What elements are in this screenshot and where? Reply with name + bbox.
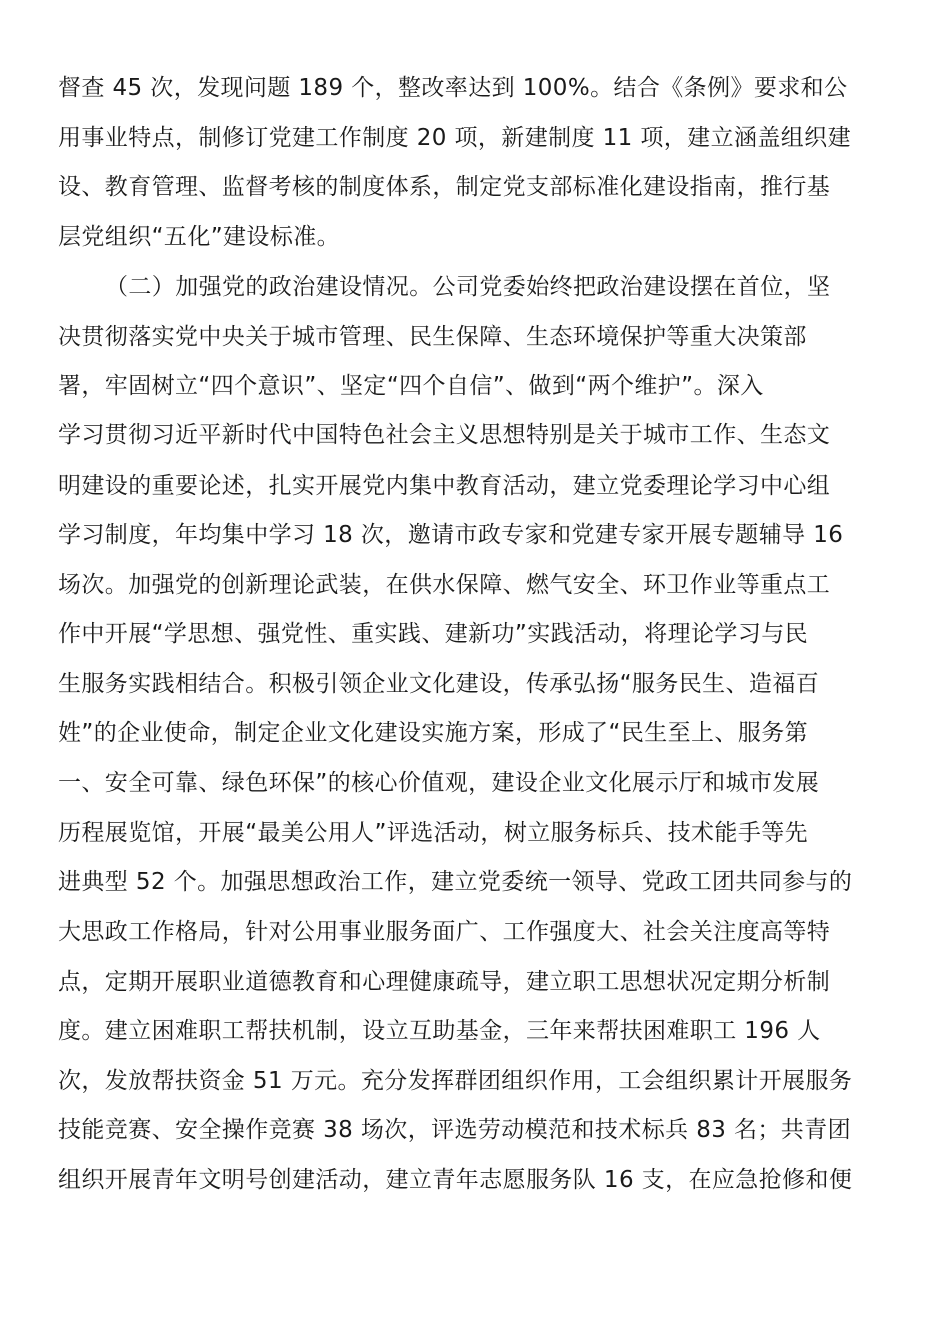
text-line: 作中开展“学思想、强党性、重实践、建新功”实践活动，将理论学习与民: [58, 621, 809, 647]
text-line: 历程展览馆，开展“最美公用人”评选活动，树立服务标兵、技术能手等先: [58, 820, 809, 846]
text-line: 用事业特点，制修订党建工作制度 20 项，新建制度 11 项，建立涵盖组织建: [58, 125, 851, 151]
text-line: 一、安全可靠、绿色环保”的核心价值观，建设企业文化展示厅和城市发展: [58, 770, 820, 796]
text-line: 进典型 52 个。加强思想政治工作，建立党委统一领导、党政工团共同参与的: [58, 869, 853, 895]
text-line: 场次。加强党的创新理论武装，在供水保障、燃气安全、环卫作业等重点工: [58, 572, 831, 598]
text-line: 学习制度，年均集中学习 18 次，邀请市政专家和党建专家开展专题辅导 16: [58, 522, 844, 548]
text-line: 姓”的企业使命，制定企业文化建设实施方案，形成了“民生至上、服务第: [58, 720, 809, 746]
text-line: 学习贯彻习近平新时代中国特色社会主义思想特别是关于城市工作、生态文: [58, 422, 831, 448]
text-line: 组织开展青年文明号创建活动，建立青年志愿服务队 16 支，在应急抢修和便: [58, 1167, 853, 1193]
text-line: 署，牢固树立“四个意识”、坚定“四个自信”、做到“两个维护”。深入: [58, 373, 764, 399]
text-line: 生服务实践相结合。积极引领企业文化建设，传承弘扬“服务民生、造福百: [58, 671, 820, 697]
section-heading-line: （二）加强党的政治建设情况。公司党委始终把政治建设摆在首位，坚: [105, 274, 831, 300]
text-line: 点，定期开展职业道德教育和心理健康疏导，建立职工思想状况定期分析制: [58, 969, 831, 995]
text-line: 督查 45 次，发现问题 189 个，整改率达到 100%。结合《条例》要求和公: [58, 75, 848, 101]
text-line: 度。建立困难职工帮扶机制，设立互助基金，三年来帮扶困难职工 196 人: [58, 1018, 821, 1044]
text-line: 层党组织“五化”建设标准。: [58, 224, 341, 250]
text-line: 大思政工作格局，针对公用事业服务面广、工作强度大、社会关注度高等特: [58, 919, 831, 945]
text-line: 次，发放帮扶资金 51 万元。充分发挥群团组织作用，工会组织累计开展服务: [58, 1068, 853, 1094]
text-line: 决贯彻落实党中央关于城市管理、民生保障、生态环境保护等重大决策部: [58, 324, 807, 350]
text-line: 设、教育管理、监督考核的制度体系，制定党支部标准化建设指南，推行基: [58, 174, 831, 200]
text-line: 明建设的重要论述，扎实开展党内集中教育活动，建立党委理论学习中心组: [58, 473, 831, 499]
text-line: 技能竞赛、安全操作竞赛 38 场次，评选劳动模范和技术标兵 83 名；共青团: [58, 1117, 851, 1143]
